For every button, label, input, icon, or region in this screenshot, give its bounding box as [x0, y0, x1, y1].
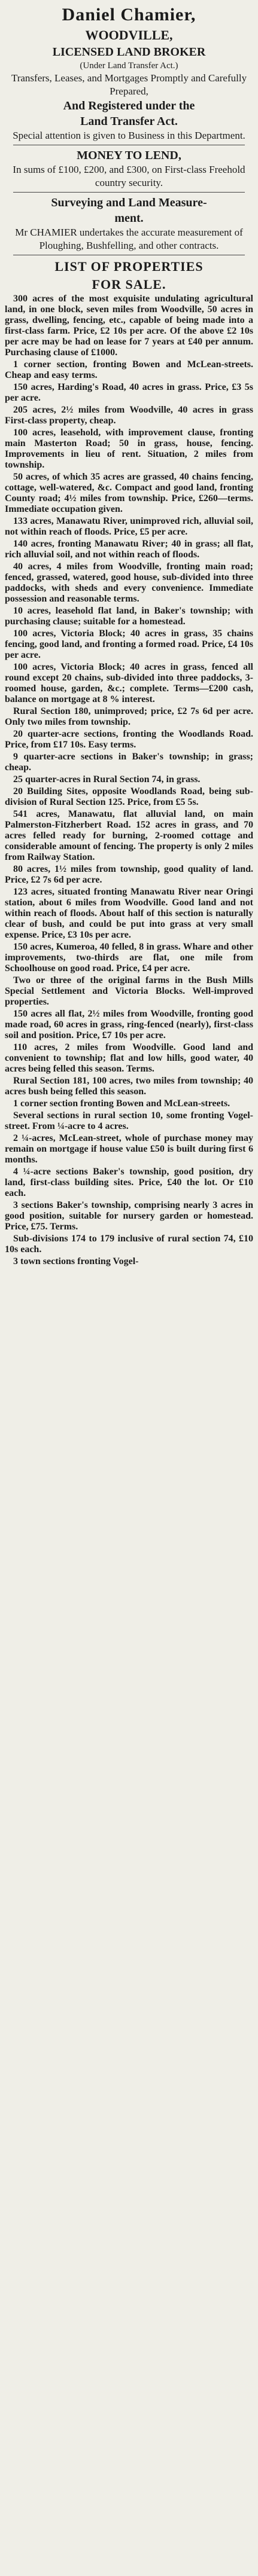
property-item: 2 ¼-acres, McLean-street, whole of purchase money may remain on mortgage if house value £50 is built during first 6 months.: [5, 1133, 253, 1165]
property-item: Rural Section 181, 100 acres, two miles from township; 40 acres bush being felled this season.: [5, 1076, 253, 1097]
property-item: 4 ¼-acre sections Baker's township, good position, dry land, first-class building sites. Price, £40 the lot. Or £10 each.: [5, 1167, 253, 1198]
advertiser-name: Daniel Chamier,: [62, 5, 196, 25]
property-item: 1 corner section fronting Bowen and McLean-streets.: [13, 1098, 230, 1109]
property-item: 25 quarter-acres in Rural Section 74, in grass.: [13, 774, 201, 785]
property-item: 10 acres, leasehold flat land, in Baker's township; with purchasing clause; suitable for a homestead.: [5, 606, 253, 627]
property-item: 205 acres, 2½ miles from Woodville, 40 acres in grass First-class property, cheap.: [5, 405, 253, 426]
property-item: 110 acres, 2 miles from Woodville. Good land and convenient to township; flat and low hills, good water, 40 acres being felled this season. Terms.: [5, 1042, 253, 1074]
town-name: WOODVILLE,: [85, 28, 173, 42]
property-item: 123 acres, situated fronting Manawatu River near Oringi station, about 6 miles from Woodville. Good land and not within reach of floods. About half of this section is naturally clear of bush, and could be put into grass at very small expense. Price, £3 10s per acre.: [5, 887, 253, 940]
surveying-heading-2: ment.: [114, 212, 144, 225]
property-item: 140 acres, fronting Manawatu River; 40 in grass; all flat, rich alluvial soil, and not within reach of floods.: [5, 539, 253, 560]
property-item: 3 sections Baker's township, comprising nearly 3 acres in good position, suitable for nursery garden or homestead. Price, £75. Terms.: [5, 1200, 253, 1232]
list-heading-1: LIST OF PROPERTIES: [54, 259, 204, 274]
property-item: 133 acres, Manawatu River, unimproved rich, alluvial soil, not within reach of floods. Price, £5 per acre.: [5, 516, 253, 537]
property-item: 50 acres, of which 35 acres are grassed, 40 chains fencing, cottage, well-watered, &c. Compact and good land, fronting County road; 4½ miles from township. Price, £260—terms. Immediate occupation given.: [5, 472, 253, 514]
property-item: Sub-divisions 174 to 179 inclusive of rural section 74, £10 10s each.: [5, 1234, 253, 1255]
property-item: 150 acres, Kumeroa, 40 felled, 8 in grass. Whare and other improvements, two-thirds are flat, one mile from Schoolhouse on good road. Price, £4 per acre.: [5, 942, 253, 973]
services-text: Transfers, Leases, and Mortgages Promptly and Carefully Prepared,: [11, 72, 247, 97]
property-item: 20 Building Sites, opposite Woodlands Road, being sub-division of Rural Section 125. Price, from £5 5s.: [5, 786, 253, 807]
property-list: [5, 294, 253, 1267]
property-item: 20 quarter-acre sections, fronting the Woodlands Road. Price, from £17 10s. Easy terms.: [5, 729, 253, 750]
property-item: 1 corner section, fronting Bowen and McLean-streets. Cheap and easy terms.: [5, 359, 253, 380]
money-heading: MONEY TO LEND,: [77, 149, 181, 162]
business-subtitle: (Under Land Transfer Act.): [80, 61, 178, 71]
list-heading-2: FOR SALE.: [92, 277, 166, 292]
business-title: LICENSED LAND BROKER: [52, 45, 206, 59]
property-item: Several sections in rural section 10, some fronting Vogel-street. From ¼-acre to 4 acres.: [5, 1110, 253, 1131]
registered-line-1: And Registered under the: [63, 99, 195, 112]
registered-line-2: Land Transfer Act.: [80, 115, 178, 128]
property-item: 300 acres of the most exquisite undulating agricultural land, in one block, seven miles from Woodville, 50 acres in grass, dwelling, fencing, etc., capable of being made into a first-class farm. Price, £2 10s per acre. Of the above £2 10s per acre may be had on lease for 7 years at £40 per annum. Purchasing clause of £1000.: [5, 294, 253, 358]
property-item: 100 acres, leasehold, with improvement clause, fronting main Masterton Road; 50 in grass, house, fencing. Improvements in lieu of rent. Situation, 2 miles from township.: [5, 428, 253, 470]
property-item: 9 quarter-acre sections in Baker's township; in grass; cheap.: [5, 752, 253, 773]
divider: [13, 192, 245, 193]
surveying-text: Mr CHAMIER undertakes the accurate measurement of Ploughing, Bushfelling, and other contracts.: [15, 227, 243, 251]
property-item: 80 acres, 1½ miles from township, good quality of land. Price, £2 7s 6d per acre.: [5, 864, 253, 885]
property-item: 541 acres, Manawatu, flat alluvial land, on main Palmerston-Fitzherbert Road. 152 acres in grass, and 70 acres felled ready for burning, 2-roomed cottage and considerable amount of fencing. The property is only 2 miles from Railway Station.: [5, 809, 253, 862]
surveying-heading-1: Surveying and Land Measure-: [51, 196, 207, 209]
property-item: Two or three of the original farms in the Bush Mills Special Settlement and Victoria Blocks. Well-improved properties.: [5, 975, 253, 1007]
money-text: In sums of £100, £200, and £300, on First-class Freehold country security.: [13, 164, 245, 188]
property-item: Rural Section 180, unimproved; price, £2 7s 6d per acre. Only two miles from township.: [5, 706, 253, 727]
property-item: 150 acres, Harding's Road, 40 acres in grass. Price, £3 5s per acre.: [5, 382, 253, 403]
advertisement: [5, 0, 253, 1267]
special-attention-text: Special attention is given to Business in this Department.: [13, 130, 245, 141]
property-item: 150 acres all flat, 2½ miles from Woodville, fronting good made road, 60 acres in grass, ring-fenced (nearly), first-class soil and position. Price, £7 10s per acre.: [5, 1009, 253, 1040]
property-item: 100 acres, Victoria Block; 40 acres in grass, fenced all round except 20 chains, sub-divided into three paddocks, 3-roomed house, garden, &c.; complete. Terms—£200 cash, balance on mortgage at 8 % interest.: [5, 662, 253, 704]
property-item: 40 acres, 4 miles from Woodville, fronting main road; fenced, grassed, watered, good house, sub-divided into three paddocks, with sheds and every convenience. Immediate possession and reasonable terms.: [5, 561, 253, 604]
property-item: 100 acres, Victoria Block; 40 acres in grass, 35 chains fencing, good land, and fronting a formed road. Price, £4 10s per acre.: [5, 628, 253, 660]
property-item: 3 town sections fronting Vogel-: [13, 1256, 139, 1266]
